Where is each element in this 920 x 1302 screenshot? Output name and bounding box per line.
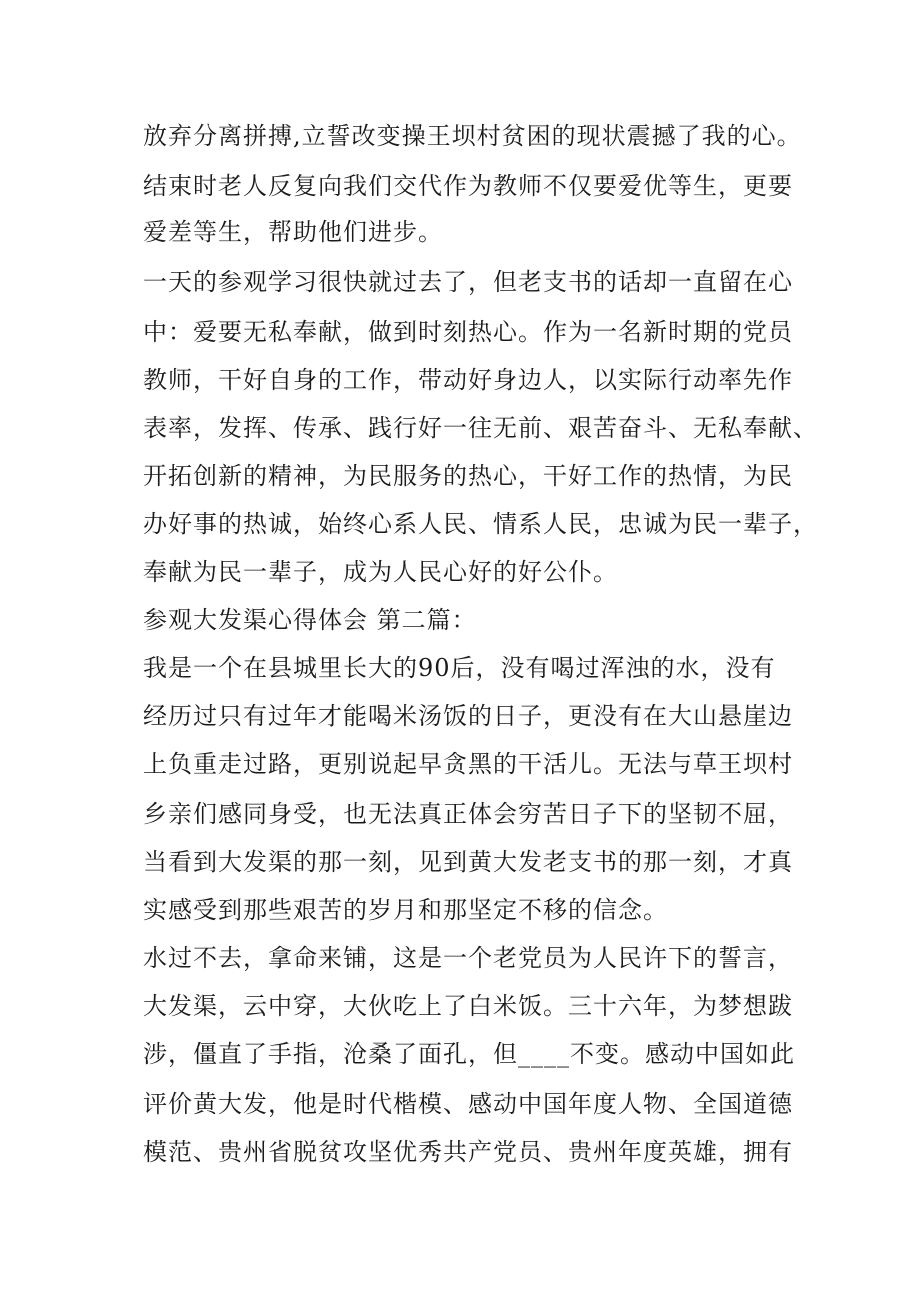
text-line: 我是一个在县城里长大的90后，没有喝过浑浊的水，没有 [143, 654, 776, 682]
text-line: 一天的参观学习很快就过去了，但老支书的话却一直留在心 [143, 268, 793, 296]
text-line: 办好事的热诚，始终心系人民、情系人民，忠诚为民一辈子， [143, 510, 818, 538]
text-line: 爱差等生，帮助他们进步。 [143, 218, 443, 246]
text-line: 涉，僵直了手指，沧桑了面孔，但____不变。感动中国如此 [143, 1040, 795, 1068]
section-heading: 参观大发渠心得体会 第二篇： [143, 606, 477, 634]
text-line: 开拓创新的精神，为民服务的热心，干好工作的热情，为民 [143, 462, 793, 490]
text-line: 水过不去，拿命来铺，这是一个老党员为人民许下的誓言， [143, 944, 793, 972]
text-line: 模范、贵州省脱贫攻坚优秀共产党员、贵州年度英雄，拥有 [143, 1138, 793, 1166]
text-line: 乡亲们感同身受，也无法真正体会穷苦日子下的坚韧不屈， [143, 800, 793, 828]
text-line: 中：爱要无私奉献，做到时刻热心。作为一名新时期的党员 [143, 318, 793, 346]
text-line: 评价黄大发，他是时代楷模、感动中国年度人物、全国道德 [143, 1090, 793, 1118]
text-line: 实感受到那些艰苦的岁月和那坚定不移的信念。 [143, 896, 668, 924]
text-line: 教师，干好自身的工作，带动好身边人，以实际行动率先作 [143, 366, 793, 394]
text-line: 大发渠，云中穿，大伙吃上了白米饭。三十六年，为梦想跋 [143, 992, 793, 1020]
text-line: 经历过只有过年才能喝米汤饭的日子，更没有在大山悬崖边 [143, 702, 793, 730]
text-line: 上负重走过路，更别说起早贪黑的干活儿。无法与草王坝村 [143, 750, 793, 778]
text-line: 结束时老人反复向我们交代作为教师不仅要爱优等生，更要 [143, 172, 793, 200]
text-line: 放弃分离拼搏,立誓改变操王坝村贫困的现状震撼了我的心。 [143, 122, 802, 150]
text-line: 当看到大发渠的那一刻，见到黄大发老支书的那一刻，才真 [143, 848, 793, 876]
text-line: 奉献为民一辈子，成为人民心好的好公仆。 [143, 558, 618, 586]
text-line: 表率，发挥、传承、践行好一往无前、艰苦奋斗、无私奉献、 [143, 414, 818, 442]
